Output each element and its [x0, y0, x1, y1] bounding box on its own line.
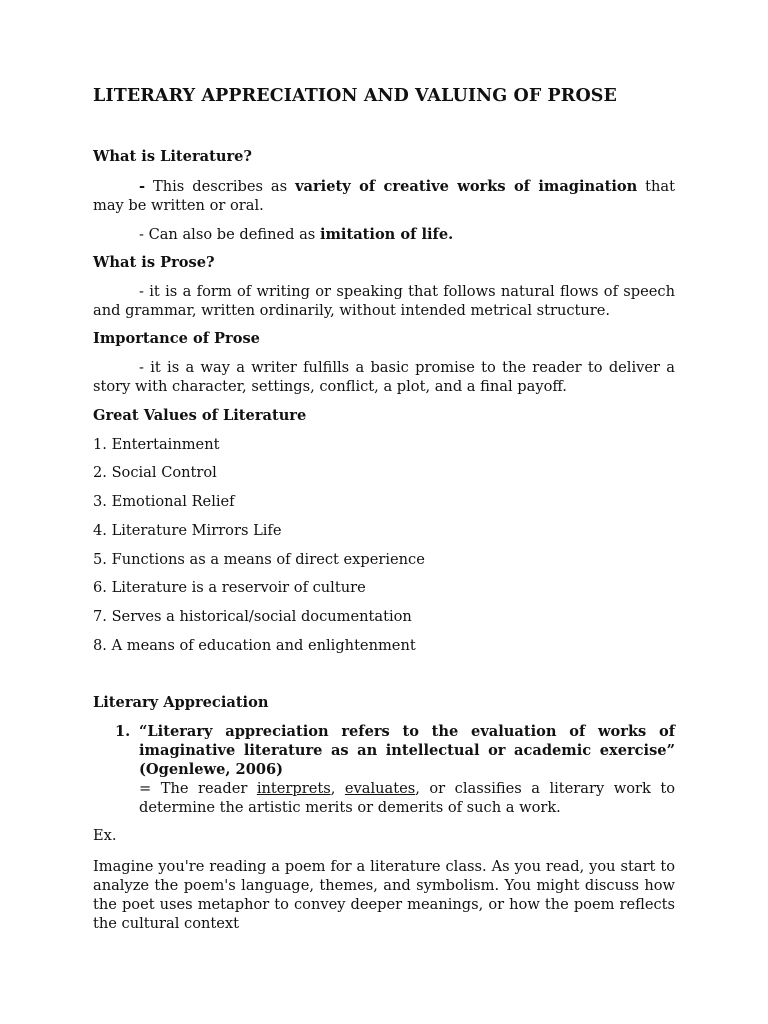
document-title: LITERARY APPRECIATION AND VALUING OF PROSE — [93, 86, 617, 106]
example-text: Imagine you're reading a poem for a literature class. As you read, you start to analyze the poem's language, themes, and symbolism. You might discuss how the poet uses metaphor to convey deeper meanings, or how the poem reflects the cultural context — [93, 858, 675, 932]
definition-quote — [139, 722, 675, 779]
value-item: 1. Entertainment — [93, 436, 220, 453]
example-label: Ex. — [93, 827, 117, 844]
literature-definition-1 — [93, 177, 675, 215]
separator: , — [330, 780, 345, 797]
dash-bullet: - — [139, 178, 146, 195]
reader-explanation — [139, 779, 675, 817]
heading-what-is-literature: What is Literature? — [93, 148, 252, 165]
importance-text-body: - it is a way a writer fulfills a basic promise to the reader to deliver a story with character, settings, conflict, a plot, and a final payoff. — [93, 359, 675, 395]
def2-bold: imitation of life. — [319, 226, 454, 243]
value-item: 8. A means of education and enlightenment — [93, 637, 416, 654]
value-item: 2. Social Control — [93, 464, 217, 481]
def1-pre: This describes as — [145, 178, 296, 195]
heading-literary-appreciation: Literary Appreciation — [93, 694, 269, 711]
def1-bold: variety of creative works of imagination — [295, 178, 638, 195]
quote-text: “Literary appreciation refers to the evaluation of works of imaginative literature as an intellectual or academic exercise” (Ogenlewe, 2006) — [139, 723, 675, 778]
def2-pre: - Can also be defined as — [139, 226, 320, 243]
eq-pre: = The reader — [139, 780, 257, 797]
underlined-evaluates: evaluates — [344, 780, 416, 797]
value-item: 6. Literature is a reservoir of culture — [93, 579, 366, 596]
prose-definition — [93, 282, 675, 320]
heading-what-is-prose: What is Prose? — [93, 254, 215, 271]
value-item: 4. Literature Mirrors Life — [93, 522, 282, 539]
def1-post: that may be written or oral. — [93, 178, 676, 214]
importance-text — [93, 358, 675, 396]
eq-post: , or classifies a literary work to determine the artistic merits or demerits of such a work. — [139, 780, 675, 816]
prose-definition-text: - it is a form of writing or speaking that follows natural flows of speech and grammar, written ordinarily, without intended metrical structure. — [93, 283, 675, 319]
literature-definition-2 — [93, 225, 675, 244]
list-marker: 1. — [115, 723, 131, 740]
underlined-interprets: interprets — [256, 780, 331, 797]
value-item: 5. Functions as a means of direct experience — [93, 551, 425, 568]
heading-importance-of-prose: Importance of Prose — [93, 330, 260, 347]
heading-great-values: Great Values of Literature — [93, 407, 307, 424]
value-item: 3. Emotional Relief — [93, 493, 235, 510]
value-item: 7. Serves a historical/social documentation — [93, 608, 412, 625]
